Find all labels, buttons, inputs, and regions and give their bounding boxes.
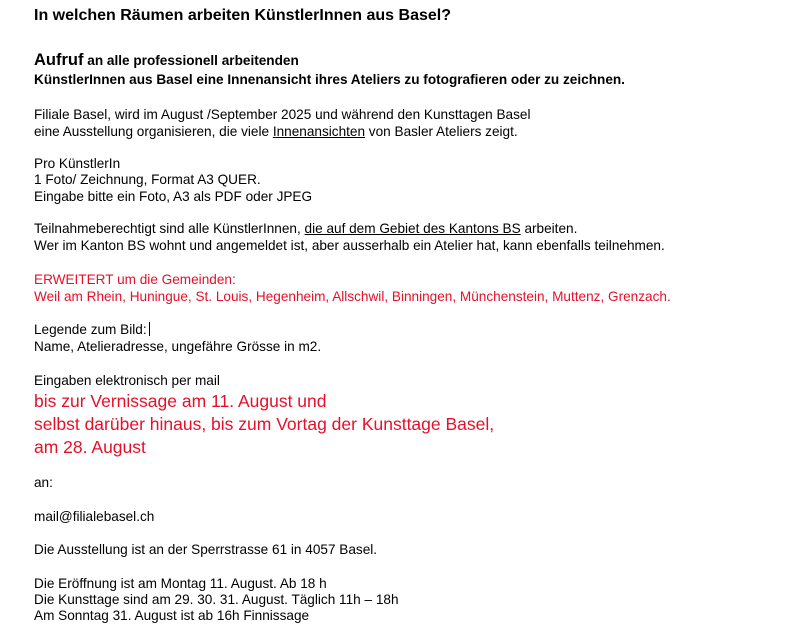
exhibition-opening: Die Eröffnung ist am Montag 11. August. Ab 18 h: [34, 576, 327, 591]
extended-heading: ERWEITERT um die Gemeinden:: [34, 272, 236, 287]
intro-line-1: Filiale Basel, wird im August /September 2025 und während den Kunsttagen Basel: [34, 107, 531, 122]
innenansichten-link[interactable]: Innenansichten: [272, 124, 366, 139]
deadline-line-2: selbst darüber hinaus, bis zum Vortag der Kunsttage Basel,: [34, 414, 495, 434]
exhibition-kunsttage: Die Kunsttage sind am 29. 30. 31. August. Täglich 11h – 18h: [34, 592, 399, 607]
legend-line-1: [34, 322, 150, 338]
eligibility-line-2: Wer im Kanton BS wohnt und angemeldet ist, aber ausserhalb ein Atelier hat, kann ebenfalls teilnehmen.: [34, 238, 665, 253]
intro-line-2: [34, 124, 518, 140]
aufruf-rest: an alle professionell arbeitenden: [83, 53, 299, 68]
aufruf-line-2: KünstlerInnen aus Basel eine Innenansicht ihres Ateliers zu fotografieren oder zu zeichnen.: [34, 72, 625, 87]
text-cursor: [149, 322, 150, 336]
format-line-2: 1 Foto/ Zeichnung, Format A3 QUER.: [34, 172, 261, 187]
exhibition-address: Die Ausstellung ist an der Sperrstrasse 61 in 4057 Basel.: [34, 542, 378, 557]
format-line-3: Eingabe bitte ein Foto, A3 als PDF oder JPEG: [34, 189, 313, 204]
format-line-1: Pro KünstlerIn: [34, 156, 121, 171]
submission-line: Eingaben elektronisch per mail: [34, 373, 220, 388]
extended-communities: Weil am Rhein, Huningue, St. Louis, Hegenheim, Allschwil, Binningen, Münchenstein, Muttenz, Grenzach.: [34, 289, 671, 304]
kanton-bs-link[interactable]: die auf dem Gebiet des Kantons BS: [304, 221, 521, 236]
legend-line-2: Name, Atelieradresse, ungefähre Grösse in m2.: [34, 339, 322, 354]
aufruf-heading: [34, 52, 299, 69]
intro-line-2-after: von Basler Ateliers zeigt.: [365, 124, 518, 139]
eligibility-before: Teilnahmeberechtigt sind alle KünstlerInnen,: [34, 221, 305, 236]
eligibility-line-1: [34, 221, 577, 237]
intro-line-2-before: eine Ausstellung organisieren, die viele: [34, 124, 273, 139]
eligibility-after: arbeiten.: [520, 221, 578, 236]
deadline-line-1: bis zur Vernissage am 11. August und: [34, 391, 327, 411]
exhibition-finnissage: Am Sonntag 31. August ist ab 16h Finnissage: [34, 608, 310, 623]
aufruf-keyword: Aufruf: [34, 51, 84, 69]
legend-label: Legende zum Bild:: [34, 322, 147, 337]
deadline-line-3: am 28. August: [34, 437, 146, 457]
contact-email[interactable]: mail@filialebasel.ch: [34, 509, 155, 524]
document-title: In welchen Räumen arbeiten KünstlerInnen aus Basel?: [34, 7, 451, 24]
contact-label: an:: [34, 475, 53, 490]
